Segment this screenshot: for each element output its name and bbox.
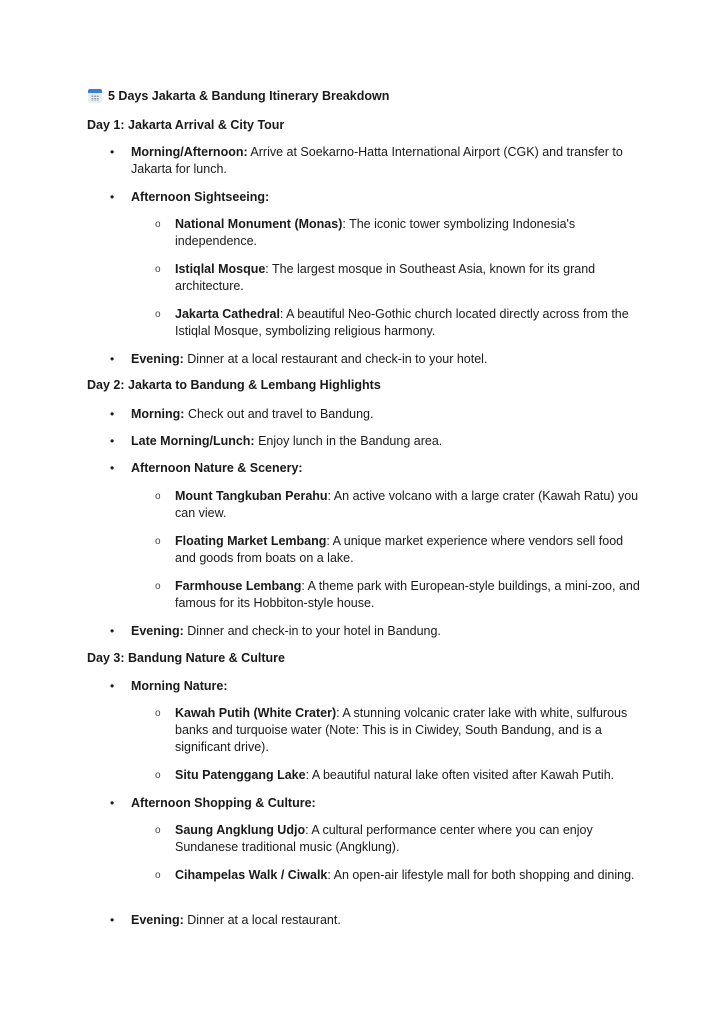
calendar-icon xyxy=(88,89,102,103)
item-label: Morning Nature: xyxy=(131,679,228,693)
day-3-heading: Day 3: Bandung Nature & Culture xyxy=(87,651,285,665)
list-item xyxy=(110,912,651,929)
item-text: : An active volcano with a large crater (Kawah Ratu) you can view. xyxy=(175,489,639,520)
item-text: : An open-air lifestyle mall for both shopping and dining. xyxy=(327,868,635,882)
item-text: : A beautiful natural lake often visited after Kawah Putih. xyxy=(305,768,615,782)
sub-bullet: o xyxy=(155,536,161,547)
sub-list-item xyxy=(155,306,645,340)
bullet: • xyxy=(110,352,115,366)
bullet: • xyxy=(110,913,115,927)
item-label: National Monument (Monas) xyxy=(175,217,343,231)
sub-bullet: o xyxy=(155,581,161,592)
sub-bullet: o xyxy=(155,491,161,502)
list-item xyxy=(110,144,651,178)
item-label: Morning: xyxy=(131,407,185,421)
item-label: Late Morning/Lunch: xyxy=(131,434,255,448)
item-text: : A stunning volcanic crater lake with white, sulfurous banks and turquoise water (Note: This is in Ciwidey, South Bandung, and is a significant drive). xyxy=(175,706,628,754)
bullet: • xyxy=(110,407,115,421)
bullet: • xyxy=(110,190,115,204)
list-item xyxy=(110,351,651,368)
bullet: • xyxy=(110,461,115,475)
bullet: • xyxy=(110,679,115,693)
sub-list-item xyxy=(155,533,645,567)
bullet: • xyxy=(110,624,115,638)
list-item xyxy=(110,795,651,812)
item-label: Evening: xyxy=(131,352,184,366)
list-item xyxy=(110,189,651,206)
item-text: : A theme park with European-style buildings, a mini-zoo, and famous for its Hobbiton-style house. xyxy=(175,579,640,610)
sub-bullet: o xyxy=(155,708,161,719)
item-text: Enjoy lunch in the Bandung area. xyxy=(254,434,443,448)
item-label: Jakarta Cathedral xyxy=(175,307,280,321)
list-item xyxy=(110,406,651,423)
sub-bullet: o xyxy=(155,770,161,781)
item-text: Check out and travel to Bandung. xyxy=(184,407,374,421)
day-2-heading: Day 2: Jakarta to Bandung & Lembang Highlights xyxy=(87,378,381,392)
item-label: Farmhouse Lembang xyxy=(175,579,302,593)
item-label: Cihampelas Walk / Ciwalk xyxy=(175,868,328,882)
sub-list-item xyxy=(155,822,645,856)
sub-bullet: o xyxy=(155,309,161,320)
item-text: : A beautiful Neo-Gothic church located directly across from the Istiqlal Mosque, symbolizing religious harmony. xyxy=(175,307,629,338)
item-label: Mount Tangkuban Perahu xyxy=(175,489,328,503)
sub-bullet: o xyxy=(155,264,161,275)
item-label: Afternoon Sightseeing: xyxy=(131,190,270,204)
item-label: Afternoon Shopping & Culture: xyxy=(131,796,316,810)
title-text: 5 Days Jakarta & Bandung Itinerary Breakdown xyxy=(108,89,390,103)
item-label: Saung Angklung Udjo xyxy=(175,823,306,837)
item-text: : The iconic tower symbolizing Indonesia's independence. xyxy=(175,217,576,248)
sub-list-item xyxy=(155,767,645,784)
item-label: Evening: xyxy=(131,624,184,638)
sub-list-item xyxy=(155,216,645,250)
bullet: • xyxy=(110,796,115,810)
item-label: Kawah Putih (White Crater) xyxy=(175,706,337,720)
item-label: Morning/Afternoon: xyxy=(131,145,248,159)
sub-list-item xyxy=(155,705,645,756)
item-text: : A cultural performance center where you can enjoy Sundanese traditional music (Angklung). xyxy=(175,823,593,854)
item-text: Arrive at Soekarno-Hatta International Airport (CGK) and transfer to Jakarta for lunch. xyxy=(131,145,623,176)
list-item xyxy=(110,623,651,640)
item-label: Evening: xyxy=(131,913,184,927)
item-text: : A unique market experience where vendors sell food and goods from boats on a lake. xyxy=(175,534,624,565)
sub-list-item xyxy=(155,261,645,295)
sub-list-item xyxy=(155,867,645,884)
item-label: Floating Market Lembang xyxy=(175,534,327,548)
item-text: Dinner and check-in to your hotel in Bandung. xyxy=(183,624,441,638)
document-title xyxy=(88,89,389,103)
item-label: Istiqlal Mosque xyxy=(175,262,266,276)
item-label: Situ Patenggang Lake xyxy=(175,768,306,782)
list-item xyxy=(110,433,651,450)
bullet: • xyxy=(110,434,115,448)
sub-list-item xyxy=(155,578,645,612)
day-1-heading: Day 1: Jakarta Arrival & City Tour xyxy=(87,118,285,132)
sub-bullet: o xyxy=(155,870,161,881)
list-item xyxy=(110,460,651,477)
item-text: : The largest mosque in Southeast Asia, known for its grand architecture. xyxy=(175,262,596,293)
sub-bullet: o xyxy=(155,825,161,836)
list-item xyxy=(110,678,651,695)
sub-list-item xyxy=(155,488,645,522)
item-text: Dinner at a local restaurant and check-in to your hotel. xyxy=(183,352,488,366)
sub-bullet: o xyxy=(155,219,161,230)
item-text: Dinner at a local restaurant. xyxy=(183,913,341,927)
bullet: • xyxy=(110,145,115,159)
item-label: Afternoon Nature & Scenery: xyxy=(131,461,303,475)
